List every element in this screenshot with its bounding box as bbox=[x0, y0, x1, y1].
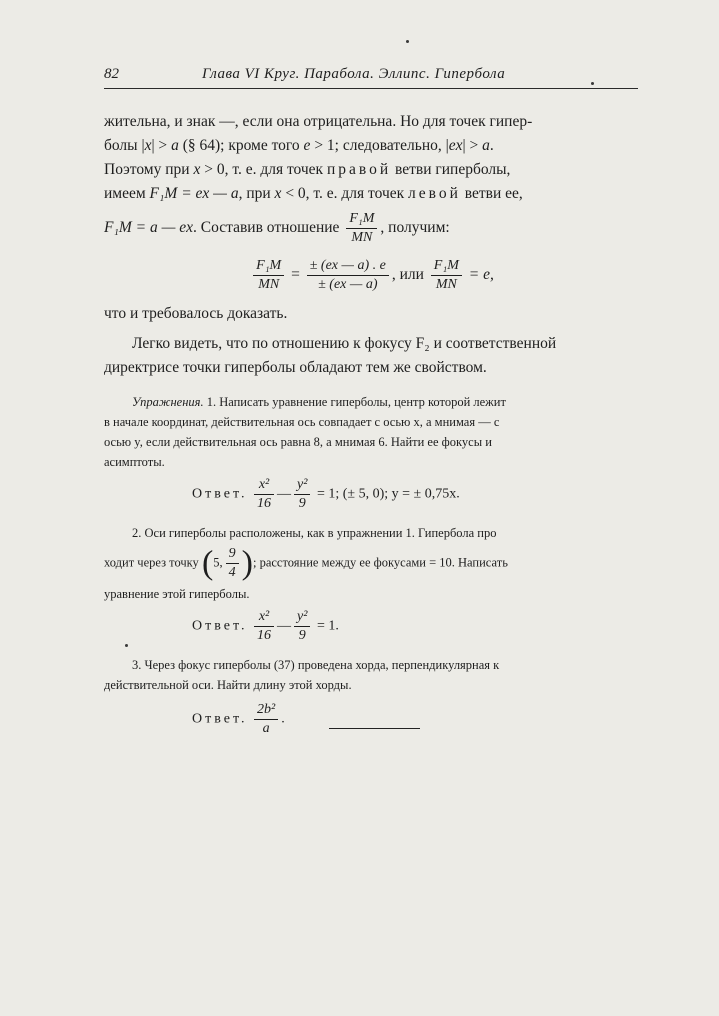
text-line: имеем F₁M = ex — a, при x < 0, т. е. для точек левой ветви ее, bbox=[104, 185, 523, 202]
fraction: $\frac{\text{2b²}}{a}$ bbox=[254, 701, 278, 738]
fraction: $\frac{\text{y²}}{9}$ bbox=[294, 608, 310, 645]
paragraph: что и требовалось доказать. bbox=[104, 305, 288, 322]
fraction: $\frac{\text{x²}}{16}$ bbox=[254, 476, 274, 513]
speck bbox=[125, 644, 128, 647]
speck bbox=[591, 82, 594, 85]
running-header bbox=[104, 66, 638, 89]
paragraph: директрисе точки гиперболы обладают тем же свойством. bbox=[104, 359, 487, 376]
exercise-1: Упражнения. 1. Написать уравнение гиперболы, центр которой лежит в начале координат, действительная ось совпадает с осью x, а мнимая — с осью y, если действительная ось равна 8, а мнимая 6. Найти ее фокусы и асимптоты. Ответ. $\frac{\text{x²}}{16}$ — $\frac{\text{y²}}{9}$ = 1; (± 5, 0); y = ± 0,75x. bbox=[104, 392, 640, 513]
end-rule bbox=[329, 728, 420, 729]
paragraph: Легко видеть, что по отношению к фокусу F₂ и соответственной bbox=[132, 335, 557, 352]
chapter-title: Глава VI Круг. Парабола. Эллипс. Гипербола bbox=[202, 66, 506, 82]
exercise-2: 2. Оси гиперболы расположены, как в упражнении 1. Гипербола про ходит через точку (5, $\frac{9}{4}$ ); расстояние между ее фокусами = 10. Написать уравнение этой гиперболы. Ответ. $\frac{\text{x²}}{16}$ — $\frac{\text{y²}}{9}$ = 1. bbox=[104, 523, 640, 645]
fraction: $\frac{\text{F₁M}}{MN}$ bbox=[431, 257, 462, 294]
answer: Ответ. $\frac{\text{x²}}{16}$ — $\frac{\text{y²}}{9}$ = 1. bbox=[192, 609, 339, 643]
display-formula: $\frac{\text{F₁M}}{MN}$ = $\frac{\pm (ex — a) . e}{\pm (ex — a)}$ , или $\frac{\text{F₁M}}{MN}$ = e, bbox=[104, 257, 640, 294]
page-number: 82 bbox=[104, 66, 119, 82]
answer: Ответ. $\frac{\text{2b²}}{a}$ . bbox=[192, 702, 285, 736]
fraction: $\frac{\text{x²}}{16}$ bbox=[254, 608, 274, 645]
exercises-label: Упражнения. bbox=[132, 395, 204, 409]
speck bbox=[406, 40, 409, 43]
text-line: жительна, и знак —, если она отрицательна. Но для точек гипер- bbox=[104, 113, 533, 130]
fraction: $\frac{\text{y²}}{9}$ bbox=[294, 476, 310, 513]
text-line: болы |x| > a (§ 64); кроме того e > 1; следовательно, |ex| > a. bbox=[104, 137, 494, 154]
exercise-3: 3. Через фокус гиперболы (37) проведена хорда, перпендикулярная к действительной оси. Найти длину этой хорды. Ответ. $\frac{\text{2b²}}{a}$ . bbox=[104, 655, 640, 738]
fraction: $\frac{\pm (ex — a) . e}{\pm (ex — a)}$ bbox=[307, 257, 389, 294]
fraction: $\frac{9}{4}$ bbox=[226, 545, 239, 582]
fraction: $\frac{\text{F₁M}}{MN}$ bbox=[346, 210, 377, 247]
main-text bbox=[104, 110, 640, 738]
text-line: F₁M = a — ex. Составив отношение $\frac{\text{F₁M}}{MN}$ , получим: bbox=[104, 211, 450, 245]
fraction: $\frac{\text{F₁M}}{MN}$ bbox=[253, 257, 284, 294]
answer: Ответ. $\frac{\text{x²}}{16}$ — $\frac{\text{y²}}{9}$ = 1; (± 5, 0); y = ± 0,75x. bbox=[192, 477, 460, 511]
text-line: Поэтому при x > 0, т. е. для точек правой ветви гиперболы, bbox=[104, 161, 511, 178]
